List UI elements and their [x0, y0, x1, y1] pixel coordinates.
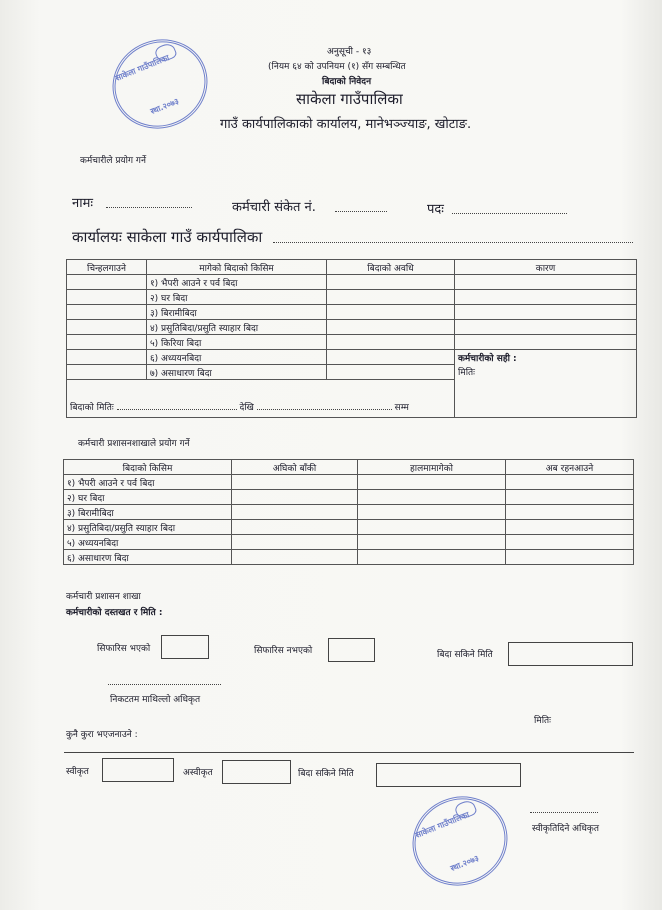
remaining-cell[interactable] [506, 520, 634, 535]
mark-cell[interactable] [67, 305, 147, 320]
admin-branch-label: कर्मचारी प्रशासन शाखा [66, 592, 141, 602]
previous-balance-cell[interactable] [232, 535, 358, 550]
mark-cell[interactable] [67, 320, 147, 335]
authority-label: निकटतम माथिल्लो अधिकृत [110, 695, 201, 705]
admin-use-label: कर्मचारी प्रशासनशाखाले प्रयोग गर्ने [78, 439, 190, 449]
office-seal-bottom [399, 782, 521, 900]
recommended-checkbox[interactable] [161, 635, 209, 659]
annex-number: अनुसूची - १३ [327, 47, 372, 57]
final-leave-end-date-label: बिदा सकिने मिति [298, 769, 354, 779]
from-label: देखि [239, 403, 254, 413]
employee-use-label: कर्मचारीले प्रयोग गर्ने [80, 156, 146, 166]
remaining-cell[interactable] [506, 475, 634, 490]
employee-code-field[interactable] [335, 211, 387, 212]
remaining-cell[interactable] [506, 550, 634, 565]
approved-checkbox[interactable] [102, 758, 174, 782]
table-header: बिदाको अवधि [327, 260, 455, 275]
seal-year: स्था.२०७३ [449, 853, 481, 874]
seal-text: साकेला गाउँपालिका [414, 810, 471, 840]
leave-request-table [66, 259, 637, 418]
municipality-name: साकेला गाउँपालिका [296, 90, 403, 108]
leave-type: १) भैपरी आउने र पर्व बिदा [147, 275, 327, 290]
mark-cell[interactable] [67, 365, 147, 380]
office-seal-top [99, 25, 221, 143]
requested-cell[interactable] [358, 505, 506, 520]
duration-cell[interactable] [327, 320, 455, 335]
to-label: सम्म [394, 403, 409, 413]
remaining-cell[interactable] [506, 535, 634, 550]
office-field[interactable] [273, 242, 633, 243]
table-header: बिदाको किसिम [64, 460, 232, 475]
not-recommended-label: सिफारिस नभएको [254, 646, 313, 656]
balance-leave-type: ५) अध्ययनबिदा [64, 535, 232, 550]
approving-officer-signature-field[interactable] [530, 812, 598, 813]
seal-text: साकेला गाउँपालिका [114, 53, 171, 83]
post-label: पदः [427, 202, 444, 217]
approval-date-label: मितिः [534, 716, 551, 726]
previous-balance-cell[interactable] [232, 505, 358, 520]
office-label: कार्यालयः साकेला गाउँ कार्यपालिका [72, 228, 263, 246]
reason-cell[interactable] [455, 275, 637, 290]
from-date-field[interactable] [117, 409, 237, 410]
reason-cell[interactable] [455, 290, 637, 305]
approved-label: स्वीकृत [66, 767, 89, 777]
duration-cell[interactable] [327, 275, 455, 290]
to-date-field[interactable] [257, 409, 392, 410]
reason-cell[interactable] [455, 335, 637, 350]
section-divider [64, 752, 634, 753]
requested-cell[interactable] [358, 475, 506, 490]
signature-date-label: मितिः [458, 368, 475, 378]
name-label: नामः [72, 196, 93, 211]
remaining-cell[interactable] [506, 505, 634, 520]
balance-leave-type: १) भैपरी आउने र पर्व बिदा [64, 475, 232, 490]
requested-cell[interactable] [358, 490, 506, 505]
duration-cell[interactable] [327, 335, 455, 350]
employee-signature-label: कर्मचारीको सही : [458, 354, 517, 364]
leave-date-cell[interactable] [67, 380, 455, 418]
rule-reference: (नियम ६४ को उपनियम (१) सँग सम्बन्धित [268, 62, 406, 72]
requested-cell[interactable] [358, 535, 506, 550]
form-title: बिदाको निवेदन [322, 77, 372, 87]
leave-date-label: बिदाको मितिः [70, 403, 114, 413]
leave-balance-table [63, 459, 634, 565]
rejected-label: अस्वीकृत [183, 768, 213, 778]
remaining-cell[interactable] [506, 490, 634, 505]
balance-leave-type: २) घर बिदा [64, 490, 232, 505]
table-header: अब रहनआउने [506, 460, 634, 475]
leave-type: २) घर बिदा [147, 290, 327, 305]
balance-leave-type: ४) प्रसुतिबिदा/प्रसुति स्याहार बिदा [64, 520, 232, 535]
duration-cell[interactable] [327, 350, 455, 365]
name-field[interactable] [106, 207, 192, 208]
recommended-label: सिफारिस भएको [97, 644, 151, 654]
duration-cell[interactable] [327, 365, 455, 380]
rejected-checkbox[interactable] [222, 760, 291, 784]
leave-end-date-label: बिदा सकिने मिति [437, 650, 493, 660]
signature-cell[interactable] [455, 350, 637, 418]
duration-cell[interactable] [327, 305, 455, 320]
mark-cell[interactable] [67, 275, 147, 290]
table-header: मागेको बिदाको किसिम [147, 260, 327, 275]
final-leave-end-date-field[interactable] [376, 763, 521, 787]
balance-leave-type: ६) असाधारण बिदा [64, 550, 232, 565]
table-header: चिन्हलगाउने [67, 260, 147, 275]
leave-end-date-field[interactable] [508, 642, 633, 666]
previous-balance-cell[interactable] [232, 475, 358, 490]
mark-cell[interactable] [67, 350, 147, 365]
note-label: कुनै कुरा भएजनाउने : [66, 730, 138, 740]
leave-type: ४) प्रसुतिबिदा/प्रसुति स्याहार बिदा [147, 320, 327, 335]
authority-signature-field[interactable] [108, 684, 221, 685]
previous-balance-cell[interactable] [232, 520, 358, 535]
mark-cell[interactable] [67, 335, 147, 350]
table-header: हालमामागेको [358, 460, 506, 475]
employee-sign-label: कर्मचारीको दस्तखत र मिति : [66, 608, 163, 618]
not-recommended-checkbox[interactable] [328, 638, 375, 662]
leave-type: ५) किरिया बिदा [147, 335, 327, 350]
requested-cell[interactable] [358, 550, 506, 565]
previous-balance-cell[interactable] [232, 550, 358, 565]
table-header: कारण [455, 260, 637, 275]
requested-cell[interactable] [358, 520, 506, 535]
leave-type: ३) बिरामीबिदा [147, 305, 327, 320]
leave-type: ६) अध्ययनबिदा [147, 350, 327, 365]
approving-officer-label: स्वीकृतिदिने अधिकृत [532, 824, 599, 834]
reason-cell[interactable] [455, 320, 637, 335]
employee-code-label: कर्मचारी संकेत नं. [232, 200, 316, 215]
post-field[interactable] [452, 213, 567, 214]
previous-balance-cell[interactable] [232, 490, 358, 505]
duration-cell[interactable] [327, 290, 455, 305]
balance-leave-type: ३) बिरामीबिदा [64, 505, 232, 520]
table-header: अघिको बाँकी [232, 460, 358, 475]
office-name: गाउँ कार्यपालिकाको कार्यालय, मानेभञ्ज्याङ, खोटाङ. [220, 117, 472, 132]
leave-type: ७) असाधारण बिदा [147, 365, 327, 380]
reason-cell[interactable] [455, 305, 637, 320]
mark-cell[interactable] [67, 290, 147, 305]
seal-year: स्था.२०७३ [149, 96, 181, 117]
